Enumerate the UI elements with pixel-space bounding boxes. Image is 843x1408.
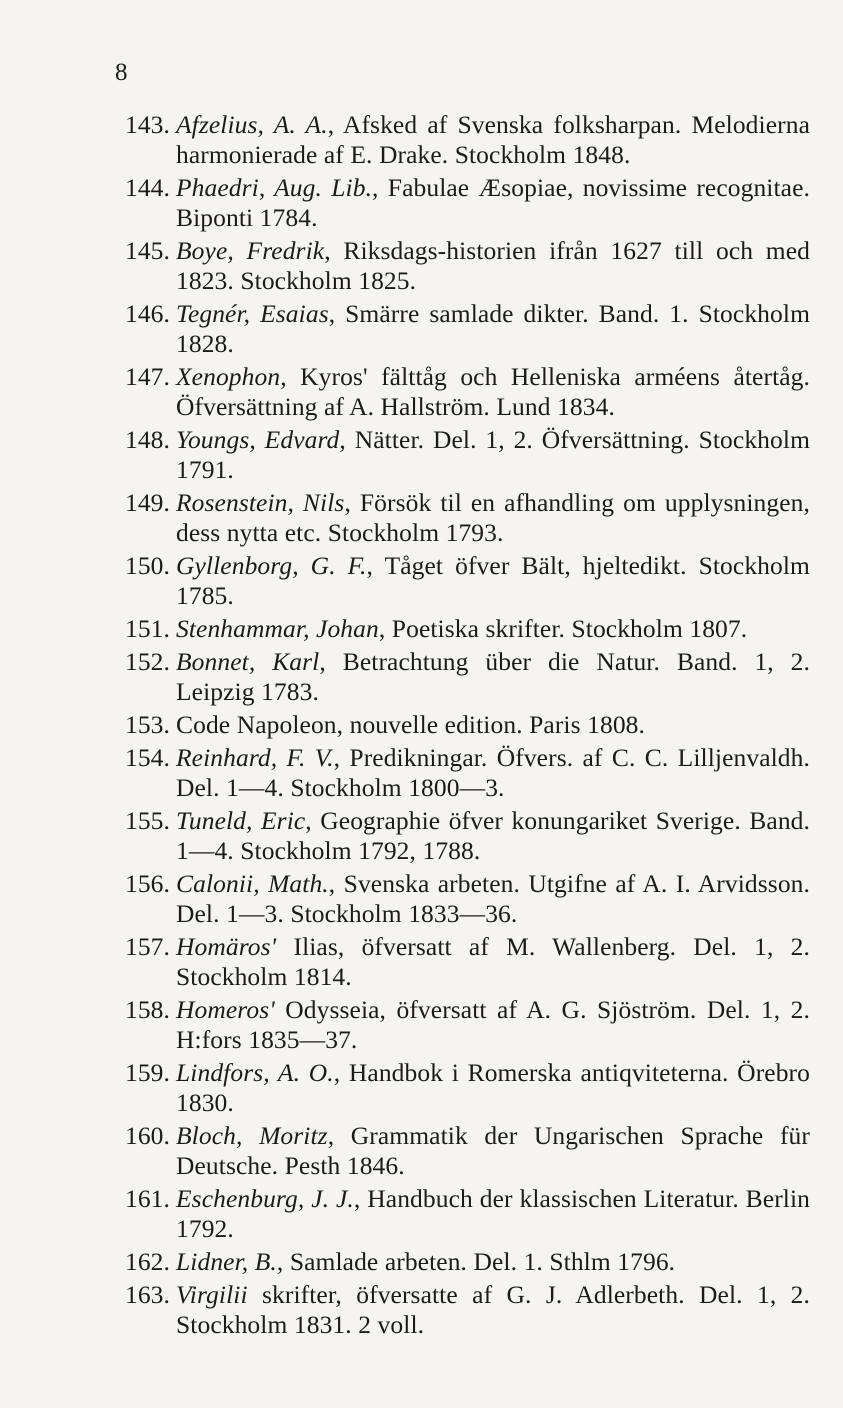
catalog-entry	[98, 806, 810, 866]
entry-author: Lindfors, A. O.	[176, 1058, 334, 1087]
page-number: 8	[115, 59, 128, 86]
entry-text: , Poetiska skrifter. Stockholm 1807.	[378, 614, 748, 643]
entry-number: 151.	[124, 614, 170, 643]
entry-author: Homäros'	[176, 932, 277, 961]
entry-text: , Grammatik der Ungarischen Sprache für Deutsche. Pesth 1846.	[176, 1121, 810, 1180]
entry-author: Eschenburg, J. J.	[176, 1184, 354, 1213]
entry-text: , Afsked af Svenska folksharpan. Melodierna harmonierade af E. Drake. Stockholm 1848.	[176, 110, 810, 169]
entry-author: Boye, Fredrik	[176, 236, 325, 265]
catalog-entry	[98, 743, 810, 803]
entry-number: 154.	[124, 743, 170, 772]
entry-number: 148.	[124, 425, 170, 454]
entry-text: , Tåget öfver Bält, hjeltedikt. Stockholm 1785.	[176, 551, 810, 610]
catalog-entry	[98, 488, 810, 548]
entry-text: , Kyros' fälttåg och Helleniska arméens återtåg. Öfversättning af A. Hallström. Lund 1834.	[176, 362, 810, 421]
entry-text: Code Napoleon, nouvelle edition. Paris 1808.	[176, 710, 645, 739]
catalog-entry	[98, 425, 810, 485]
entry-number: 144.	[124, 173, 170, 202]
entry-number: 159.	[124, 1058, 170, 1087]
entry-author: Gyllenborg, G. F.	[176, 551, 367, 580]
entry-text: , Predikningar. Öfvers. af C. C. Lilljenvaldh. Del. 1—4. Stockholm 1800—3.	[176, 743, 810, 802]
entry-text: , Nätter. Del. 1, 2. Öfversättning. Stockholm 1791.	[176, 425, 810, 484]
entry-number: 155.	[124, 806, 170, 835]
entry-author: Calonii, Math.	[176, 869, 329, 898]
catalog-entry	[98, 614, 810, 644]
entry-text: skrifter, öfversatte af G. J. Adlerbeth. Del. 1, 2. Stockholm 1831. 2 voll.	[176, 1280, 810, 1339]
entry-text: , Betrachtung über die Natur. Band. 1, 2. Leipzig 1783.	[176, 647, 810, 706]
entry-number: 147.	[124, 362, 170, 391]
entry-author: Phaedri, Aug. Lib.	[176, 173, 373, 202]
entry-number: 150.	[124, 551, 170, 580]
entry-number: 145.	[124, 236, 170, 265]
entry-number: 153.	[124, 710, 170, 739]
entry-author: Virgilii	[176, 1280, 248, 1309]
entry-author: Bonnet, Karl	[176, 647, 320, 676]
catalog-entry	[98, 173, 810, 233]
entry-text: , Smärre samlade dikter. Band. 1. Stockholm 1828.	[176, 299, 810, 358]
catalog-entry	[98, 995, 810, 1055]
entry-number: 162.	[124, 1247, 170, 1276]
catalog-entry	[98, 551, 810, 611]
entry-author: Rosenstein, Nils	[176, 488, 345, 517]
entry-text: , Handbok i Romerska antiqviteterna. Örebro 1830.	[176, 1058, 811, 1117]
catalog-entry	[98, 1184, 810, 1244]
entry-author: Tuneld, Eric	[176, 806, 306, 835]
entry-number: 149.	[124, 488, 170, 517]
catalog-entry	[98, 110, 810, 170]
entry-text: Ilias, öfversatt af M. Wallenberg. Del. 1, 2. Stockholm 1814.	[176, 932, 810, 991]
entry-number: 156.	[124, 869, 170, 898]
entry-text: , Handbuch der klassischen Literatur. Berlin 1792.	[176, 1184, 811, 1243]
entry-author: Tegnér, Esaias	[176, 299, 329, 328]
entry-author: Bloch, Moritz	[176, 1121, 328, 1150]
entry-number: 152.	[124, 647, 170, 676]
entry-author: Homeros'	[176, 995, 275, 1024]
catalog-entry	[98, 236, 810, 296]
catalog-entry	[98, 869, 810, 929]
catalog-entry	[98, 647, 810, 707]
catalog-entry	[98, 1280, 810, 1340]
entry-text: , Samlade arbeten. Del. 1. Sthlm 1796.	[276, 1247, 676, 1276]
entry-author: Afzelius, A. A.	[176, 110, 328, 139]
entry-number: 143.	[124, 110, 170, 139]
entry-text: Odysseia, öfversatt af A. G. Sjöström. Del. 1, 2. H:fors 1835—37.	[176, 995, 810, 1054]
entry-number: 158.	[124, 995, 170, 1024]
entry-list	[98, 110, 810, 1343]
entry-author: Stenhammar, Johan	[176, 614, 379, 643]
catalog-entry	[98, 362, 810, 422]
catalog-entry	[98, 1121, 810, 1181]
entry-author: Xenophon	[176, 362, 281, 391]
entry-text: , Geographie öfver konungariket Sverige. Band. 1—4. Stockholm 1792, 1788.	[176, 806, 810, 865]
entry-number: 163.	[124, 1280, 170, 1309]
entry-text: , Fabulae Æsopiae, novissime recognitae. Biponti 1784.	[176, 173, 810, 232]
entry-number: 146.	[124, 299, 170, 328]
entry-text: , Svenska arbeten. Utgifne af A. I. Arvidsson. Del. 1—3. Stockholm 1833—36.	[176, 869, 810, 928]
entry-author: Lidner, B.	[176, 1247, 277, 1276]
catalog-entry	[98, 1247, 810, 1277]
entry-text: , Försök til en afhandling om upplysningen, dess nytta etc. Stockholm 1793.	[176, 488, 810, 547]
entry-author: Reinhard, F. V.	[176, 743, 334, 772]
catalog-entry	[98, 710, 810, 740]
entry-number: 160.	[124, 1121, 170, 1150]
catalog-entry	[98, 1058, 810, 1118]
entry-number: 161.	[124, 1184, 170, 1213]
entry-author: Youngs, Edvard	[176, 425, 340, 454]
entry-number: 157.	[124, 932, 170, 961]
catalog-entry	[98, 932, 810, 992]
entry-text: , Riksdags-historien ifrån 1627 till och med 1823. Stockholm 1825.	[176, 236, 810, 295]
catalog-entry	[98, 299, 810, 359]
